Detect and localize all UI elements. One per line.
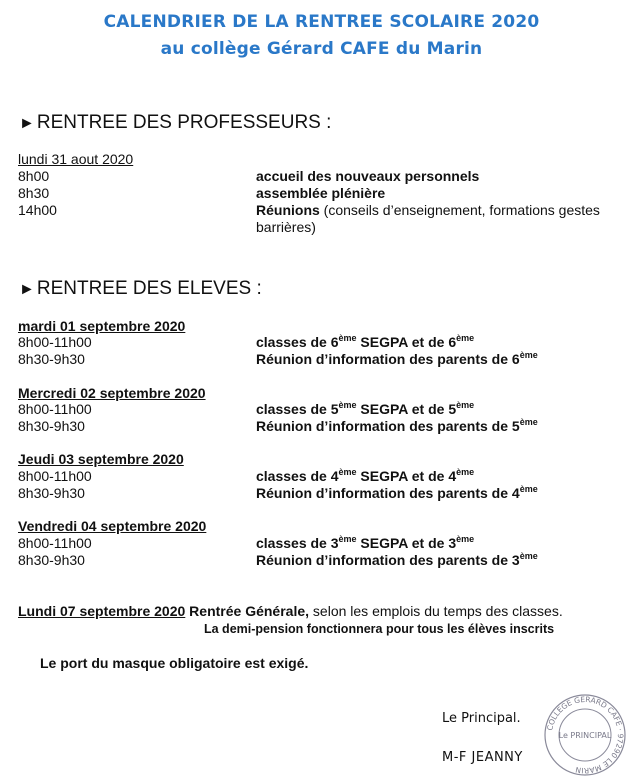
profs-time-1: 8h00: [18, 168, 50, 184]
colon: :: [256, 278, 262, 299]
title-line-1: CALENDRIER DE LA RENTREE SCOLAIRE 2020: [103, 12, 540, 32]
general-date: Lundi 07 septembre 2020: [18, 603, 186, 619]
day-time-4b: 8h30-9h30: [18, 552, 85, 568]
day-date-2: Mercredi 02 septembre 2020: [18, 385, 206, 401]
day-time-2a: 8h00-11h00: [18, 401, 92, 417]
section-heading-eleves: [19, 278, 262, 300]
day-time-1a: 8h00-11h00: [18, 334, 92, 350]
stamp-ring-text: COLLEGE GERARD CAFE · 97290 LE MARIN: [545, 694, 626, 776]
profs-time-3: 14h00: [18, 202, 57, 218]
signature-role: Le Principal.: [442, 711, 521, 726]
profs-time-2: 8h30: [18, 185, 50, 201]
section-heading-professeurs: [19, 112, 331, 134]
general-bold: Rentrée Générale,: [185, 603, 310, 619]
section-title: RENTREE DES PROFESSEURS: [36, 112, 321, 133]
masque-notice: Le port du masque obligatoire est exigé.: [40, 655, 309, 671]
day-line-4b: Réunion d’information des parents de 3ème: [256, 551, 538, 568]
day-line-1a: classes de 6ème SEGPA et de 6ème: [256, 333, 475, 350]
day-line-2a: classes de 5ème SEGPA et de 5ème: [256, 400, 475, 417]
profs-item-3-rest: (conseils d’enseignement, formations gestes: [319, 202, 600, 218]
day-time-4a: 8h00-11h00: [18, 535, 92, 551]
profs-item-2: assemblée plénière: [256, 185, 386, 201]
profs-date: lundi 31 aout 2020: [18, 151, 134, 167]
profs-item-3: [256, 202, 600, 218]
day-line-3b: Réunion d’information des parents de 4ème: [256, 484, 538, 501]
triangle-bullet-icon: ►: [19, 281, 35, 298]
title-line-2: au collège Gérard CAFE du Marin: [160, 39, 483, 59]
profs-item-3-bold: Réunions: [256, 202, 320, 218]
section-title: RENTREE DES ELEVES: [36, 278, 252, 299]
day-time-3a: 8h00-11h00: [18, 468, 92, 484]
colon: :: [326, 112, 332, 133]
general-line-2: La demi-pension fonctionnera pour tous les élèves inscrits: [204, 622, 555, 636]
day-line-1b: Réunion d’information des parents de 6ème: [256, 350, 538, 367]
stamp-center-text: Le PRINCIPAL: [558, 731, 612, 740]
day-date-4: Vendredi 04 septembre 2020: [18, 518, 207, 534]
day-date-1: mardi 01 septembre 2020: [18, 318, 186, 334]
day-line-2b: Réunion d’information des parents de 5ème: [256, 417, 538, 434]
day-date-3: Jeudi 03 septembre 2020: [18, 451, 184, 467]
day-line-3a: classes de 4ème SEGPA et de 4ème: [256, 467, 475, 484]
profs-item-3-line2: barrières): [256, 219, 316, 235]
day-time-2b: 8h30-9h30: [18, 418, 85, 434]
day-time-1b: 8h30-9h30: [18, 351, 85, 367]
signature-name: M-F JEANNY: [442, 750, 523, 765]
general-rest: selon les emplois du temps des classes.: [309, 603, 563, 619]
school-stamp: [543, 693, 627, 777]
profs-item-1: accueil des nouveaux personnels: [256, 168, 480, 184]
triangle-bullet-icon: ►: [19, 115, 35, 132]
day-line-4a: classes de 3ème SEGPA et de 3ème: [256, 534, 475, 551]
day-time-3b: 8h30-9h30: [18, 485, 85, 501]
general-line-1: [18, 603, 563, 619]
